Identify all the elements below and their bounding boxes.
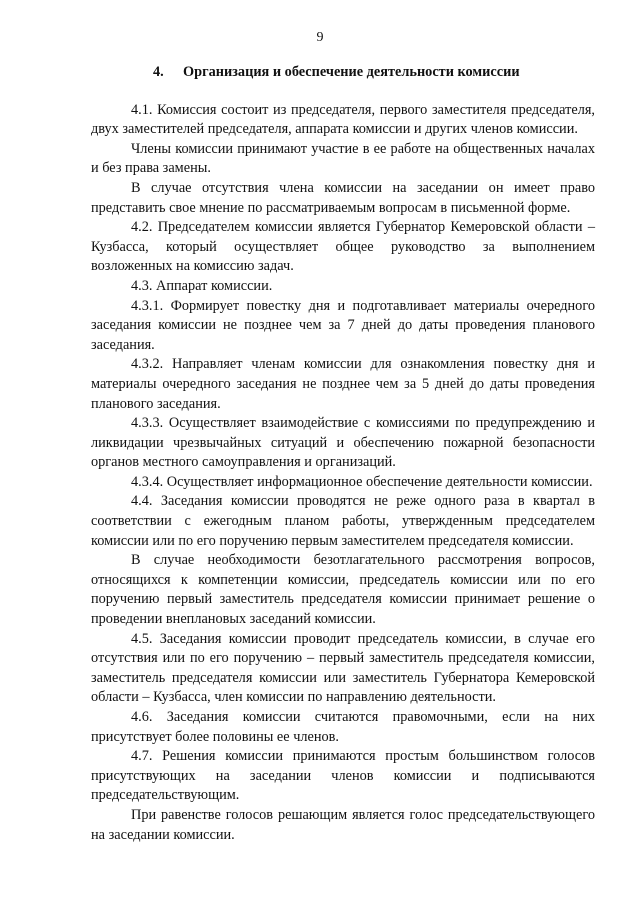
paragraph-4-2: 4.2. Председателем комиссии является Губернатор Кемеровской области – Кузбасса, который осуществляет общее руководство за выполнением возложенных на комиссию задач.	[91, 219, 595, 275]
paragraph-4-3: 4.3. Аппарат комиссии.	[131, 277, 273, 294]
paragraph-4-7: 4.7. Решения комиссии принимаются простым большинством голосов присутствующих на заседании членов комиссии и подписываются председательствующим.	[91, 748, 595, 804]
section-heading	[91, 63, 595, 83]
paragraph-4-5: 4.5. Заседания комиссии проводит председатель комиссии, в случае его отсутствия или по его поручению – первый заместитель председателя комиссии, заместитель председателя комиссии или заместитель Губернатора Кемеровской области – Кузбасса, член комиссии по направлению деятельности.	[91, 630, 595, 706]
section-number: 4.	[153, 64, 164, 80]
paragraph-tie-vote: При равенстве голосов решающим является голос председательствующего на заседании комиссии.	[91, 806, 595, 843]
paragraph-members-participation: Члены комиссии принимают участие в ее работе на общественных началах и без права замены.	[91, 140, 595, 177]
paragraph-4-6: 4.6. Заседания комиссии считаются правомочными, если на них присутствует более половины ее членов.	[91, 709, 595, 745]
document-body	[91, 63, 595, 845]
paragraph-4-3-2: 4.3.2. Направляет членам комиссии для ознакомления повестку дня и материалы очередного заседания не позднее чем за 5 дней до даты проведения планового заседания.	[91, 356, 595, 412]
paragraph-4-3-4: 4.3.4. Осуществляет информационное обеспечение деятельности комиссии.	[131, 473, 593, 490]
paragraph-4-4: 4.4. Заседания комиссии проводятся не реже одного раза в квартал в соответствии с ежегодным планом работы, утвержденным председателем комиссии или по его поручению первым заместителем председателя комиссии.	[91, 493, 595, 549]
paragraph-4-1: 4.1. Комиссия состоит из председателя, первого заместителя председателя, двух заместителей председателя, аппарата комиссии и других членов комиссии.	[91, 101, 595, 138]
section-title: Организация и обеспечение деятельности комиссии	[183, 64, 520, 80]
page-number: 9	[316, 30, 324, 45]
paragraph-4-3-3: 4.3.3. Осуществляет взаимодействие с комиссиями по предупреждению и ликвидации чрезвычайных ситуаций и обеспечению пожарной безопасности органов местного самоуправления и организаций.	[91, 415, 595, 471]
paragraph-4-3-1: 4.3.1. Формирует повестку дня и подготавливает материалы очередного заседания комиссии не позднее чем за 7 дней до даты проведения планового заседания.	[91, 297, 595, 353]
paragraph-absence: В случае отсутствия члена комиссии на заседании он имеет право представить свое мнение по рассматриваемым вопросам в письменной форме.	[91, 179, 595, 216]
paragraph-unscheduled-meetings: В случае необходимости безотлагательного рассмотрения вопросов, относящихся к компетенции комиссии, председатель комиссии или по его поручению первый заместитель председателя комиссии принимает решение о проведении внеплановых заседаний комиссии.	[91, 552, 595, 628]
